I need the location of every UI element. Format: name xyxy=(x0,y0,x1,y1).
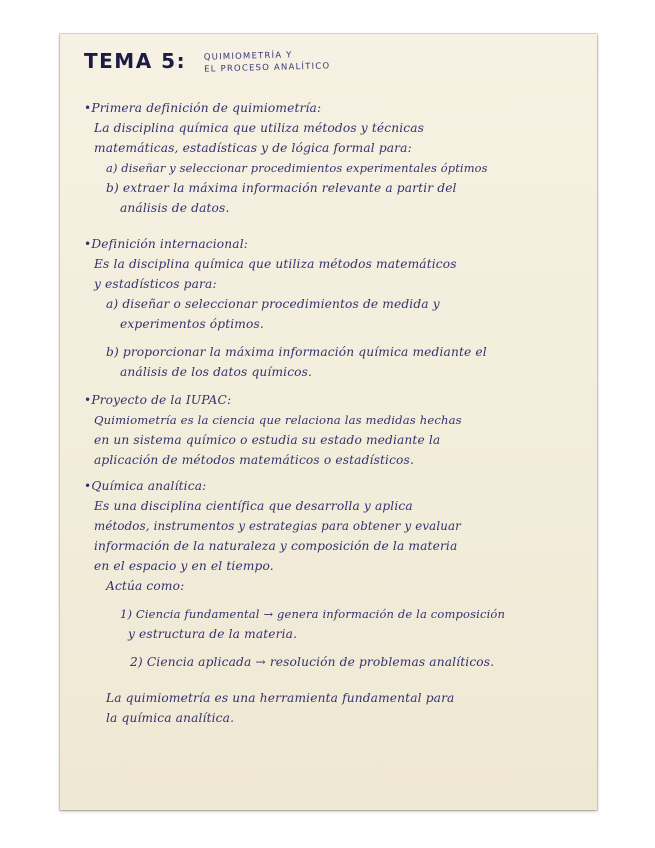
list-item-b: b) proporcionar la máxima información química mediante el xyxy=(106,345,487,359)
section-analytical-chemistry xyxy=(84,476,574,728)
text-line: en un sistema químico o estudia su estado mediante la xyxy=(94,433,441,447)
list-item-a: a) diseñar y seleccionar procedimientos experimentales óptimos xyxy=(106,161,488,175)
text-line: matemáticas, estadísticas y de lógica formal para: xyxy=(94,141,412,155)
notebook-page xyxy=(60,34,597,810)
section-heading: •Química analítica: xyxy=(84,479,207,493)
list-item-a-cont: experimentos óptimos. xyxy=(120,317,264,331)
text-line: en el espacio y en el tiempo. xyxy=(94,559,274,573)
list-item-2: 2) Ciencia aplicada → resolución de problemas analíticos. xyxy=(130,655,495,669)
list-item-b-cont: análisis de los datos químicos. xyxy=(120,365,313,379)
text-line: métodos, instrumentos y estrategias para obtener y evaluar xyxy=(94,519,461,533)
section-heading: •Proyecto de la IUPAC: xyxy=(84,393,232,407)
closing-line: la química analítica. xyxy=(106,711,235,725)
topic-title xyxy=(204,48,331,75)
text-line: Es la disciplina química que utiliza métodos matemáticos xyxy=(94,257,457,271)
topic-number: TEMA 5: xyxy=(84,49,187,73)
text-line: y estadísticos para: xyxy=(94,277,217,291)
text-line: La disciplina química que utiliza métodos y técnicas xyxy=(94,121,425,135)
list-item-b-cont: análisis de datos. xyxy=(120,201,230,215)
list-item-1: 1) Ciencia fundamental → genera información de la composición xyxy=(120,607,506,621)
text-line: información de la naturaleza y composición de la materia xyxy=(94,539,458,553)
section-first-definition xyxy=(84,98,574,218)
section-international-definition xyxy=(84,234,574,382)
list-item-1-cont: y estructura de la materia. xyxy=(128,627,298,641)
closing-line: La quimiometría es una herramienta fundamental para xyxy=(106,691,455,705)
text-line: Es una disciplina científica que desarrolla y aplica xyxy=(94,499,413,513)
acts-as-label: Actúa como: xyxy=(106,579,185,593)
topic-title-line-1: QUIMIOMETRÍA Y xyxy=(203,50,293,63)
section-heading: •Primera definición de quimiometría: xyxy=(84,101,322,115)
section-iupac xyxy=(84,390,574,470)
section-heading: •Definición internacional: xyxy=(84,237,248,251)
text-line: aplicación de métodos matemáticos o estadísticos. xyxy=(94,453,414,467)
list-item-a: a) diseñar o seleccionar procedimientos de medida y xyxy=(106,297,440,311)
topic-title-line-2: EL PROCESO ANALÍTICO xyxy=(204,61,331,75)
page-header xyxy=(84,48,330,74)
list-item-b: b) extraer la máxima información relevante a partir del xyxy=(106,181,457,195)
text-line: Quimiometría es la ciencia que relaciona las medidas hechas xyxy=(94,413,462,427)
